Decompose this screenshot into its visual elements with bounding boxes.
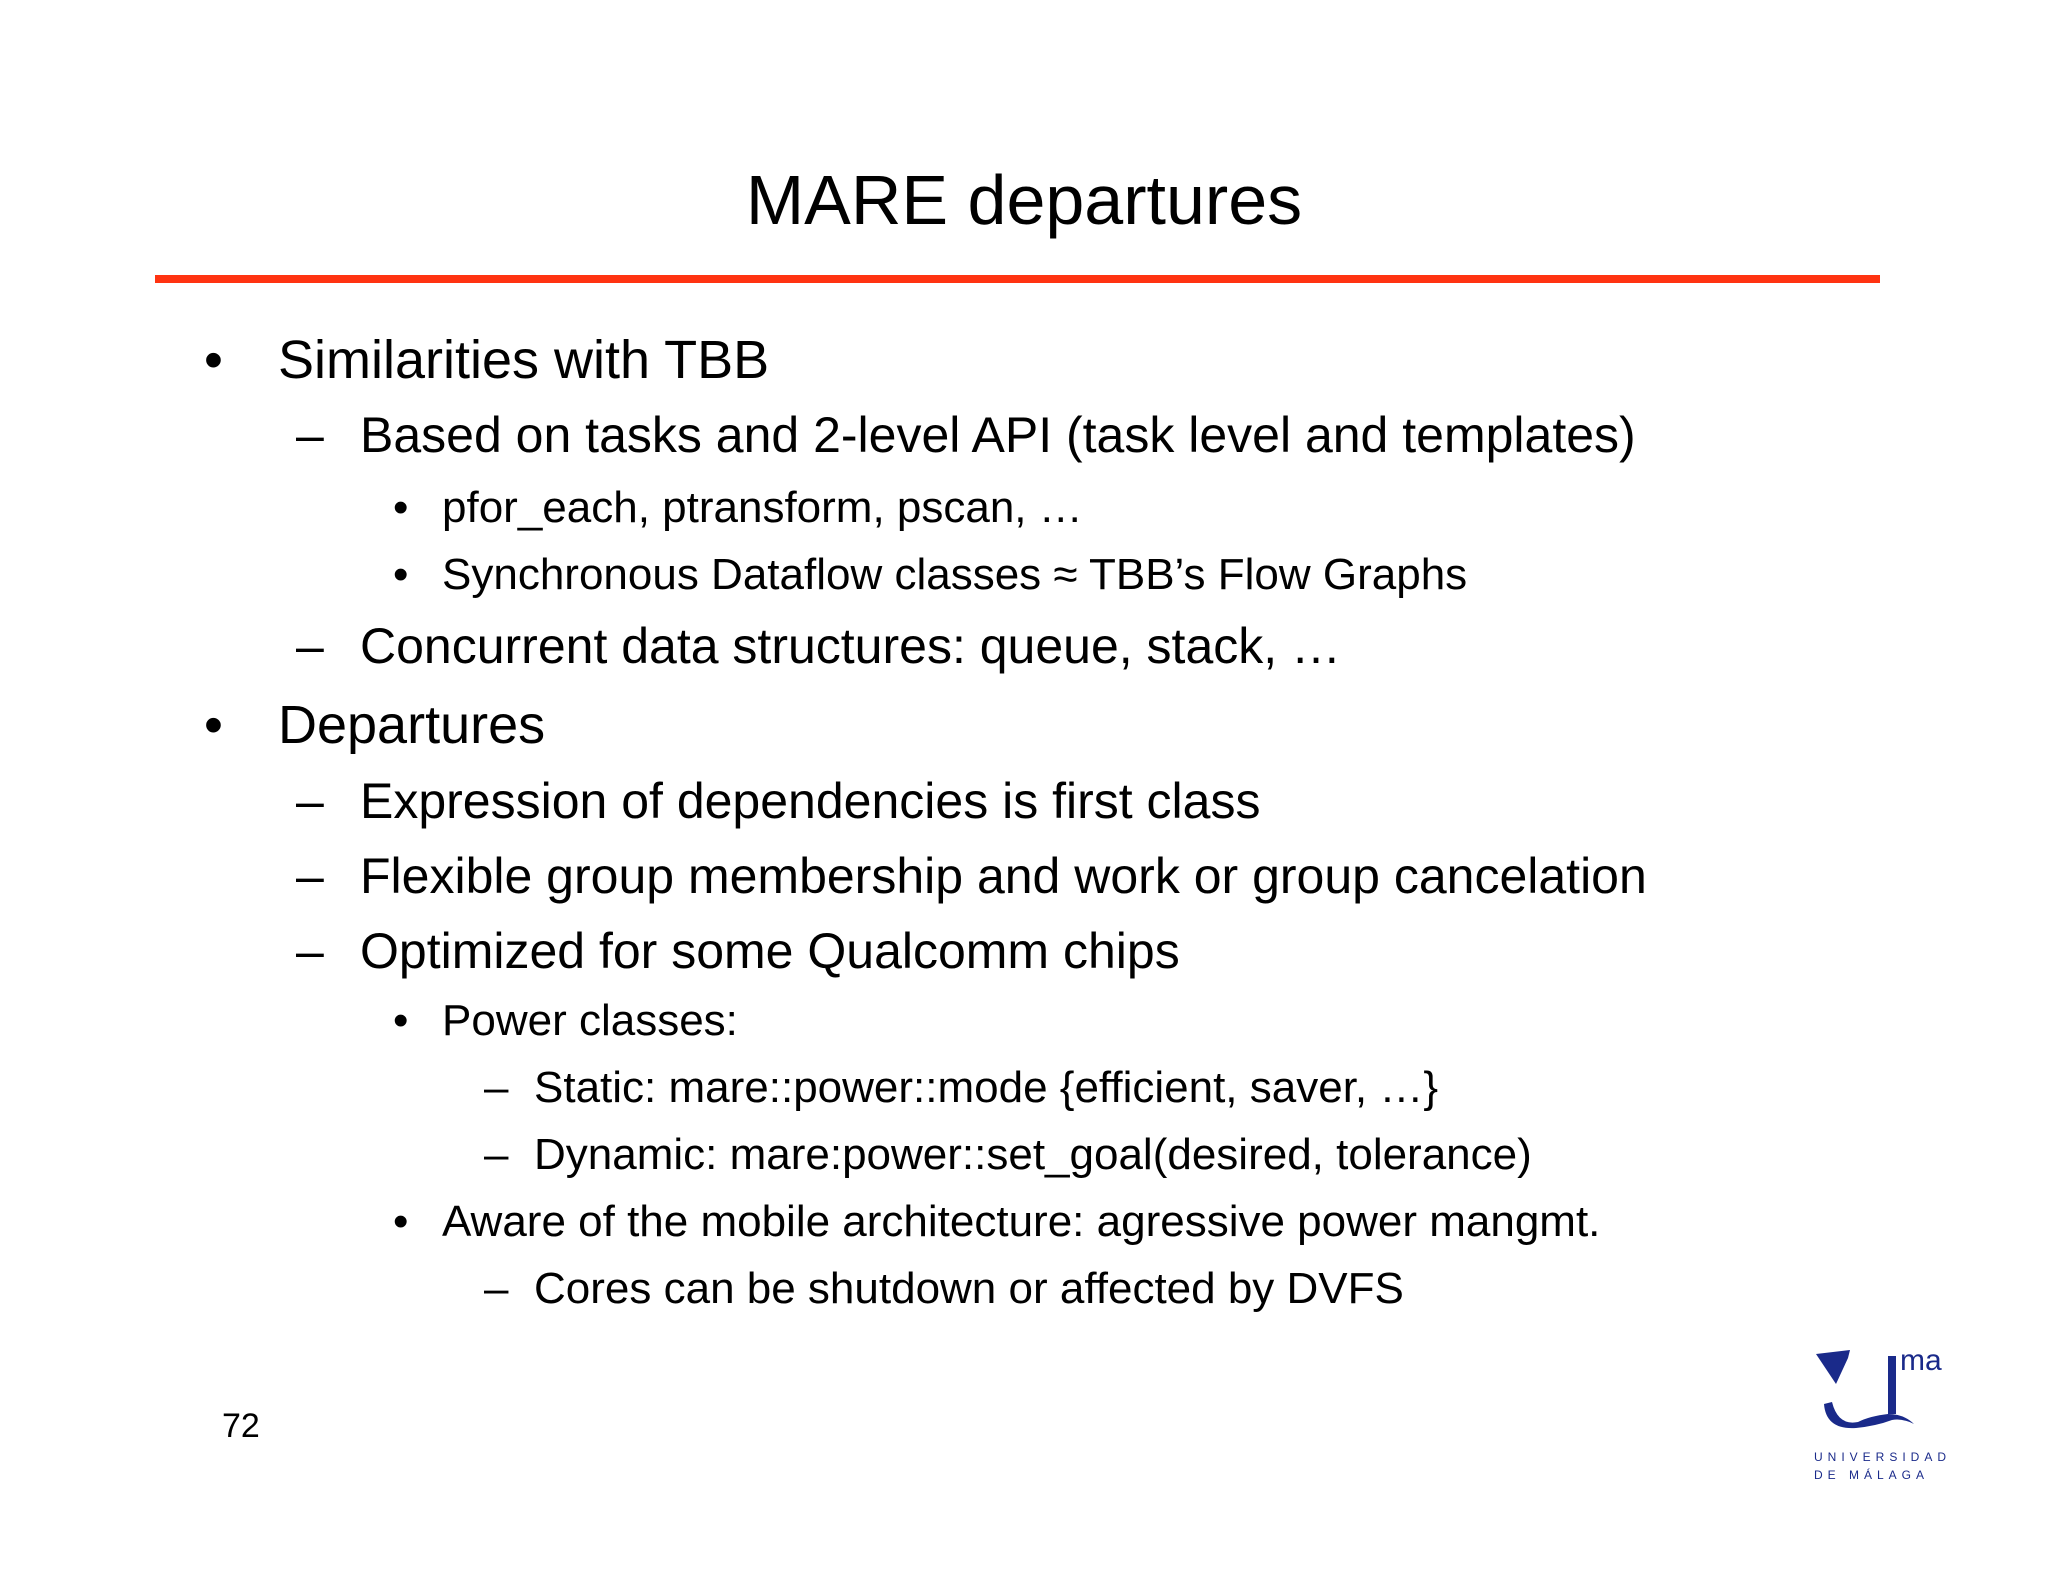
bullet-text: Static: mare::power::mode {efficient, saver, …} <box>534 1063 1439 1112</box>
slide-title: MARE departures <box>745 161 1303 239</box>
bullet-text: Concurrent data structures: queue, stack, … <box>360 618 1342 674</box>
bullet-text: Aware of the mobile architecture: agressive power mangmt. <box>442 1197 1601 1246</box>
bullet-marker: • <box>204 695 223 755</box>
bullet-marker: – <box>296 773 324 829</box>
bullet-text: Synchronous Dataflow classes ≈ TBB’s Flow Graphs <box>442 550 1468 599</box>
bullet-text: Departures <box>278 695 546 755</box>
bullet-marker: • <box>393 1197 409 1246</box>
logo-text-line2: DE MÁLAGA <box>1814 1468 1930 1482</box>
bullet-marker: • <box>393 996 409 1045</box>
bullet-marker: – <box>484 1264 509 1313</box>
bullet-text: Optimized for some Qualcomm chips <box>360 923 1180 979</box>
bullet-text: Similarities with TBB <box>278 330 770 390</box>
bullet-marker: – <box>296 923 324 979</box>
bullet-text: Power classes: <box>442 996 738 1045</box>
bullet-marker: – <box>296 407 324 463</box>
bullet-marker: – <box>296 848 324 904</box>
page-number: 72 <box>222 1407 260 1445</box>
bullet-text: Based on tasks and 2-level API (task level and templates) <box>360 407 1636 463</box>
bullet-marker: – <box>296 618 324 674</box>
bullet-marker: • <box>204 330 223 390</box>
university-logo <box>1814 1344 1964 1484</box>
title-rule <box>155 275 1880 283</box>
logo-text-line1: UNIVERSIDAD <box>1814 1450 1952 1464</box>
bullet-text: Cores can be shutdown or affected by DVFS <box>534 1264 1404 1313</box>
bullet-text: Flexible group membership and work or group cancelation <box>360 848 1647 904</box>
logo-wordmark: ma <box>1900 1344 1942 1377</box>
bullet-marker: • <box>393 483 409 532</box>
bullet-text: pfor_each, ptransform, pscan, … <box>442 483 1083 532</box>
bullet-text: Dynamic: mare:power::set_goal(desired, tolerance) <box>534 1130 1532 1179</box>
bullet-marker: – <box>484 1063 509 1112</box>
bullet-marker: – <box>484 1130 509 1179</box>
bullet-text: Expression of dependencies is first class <box>360 773 1261 829</box>
bullet-marker: • <box>393 550 409 599</box>
